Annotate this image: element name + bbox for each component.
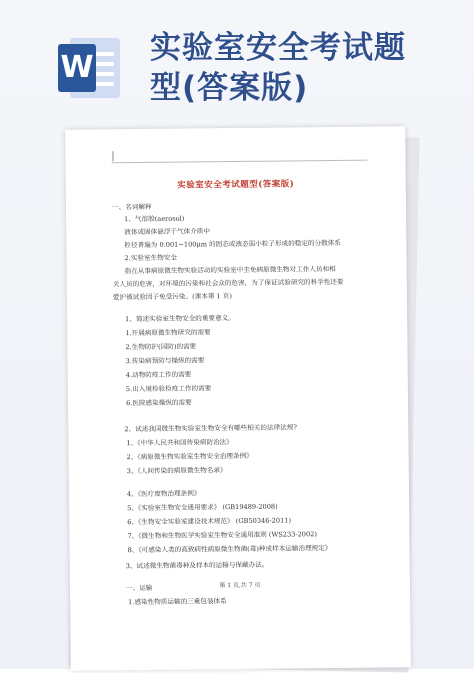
body-line: 5、《实验室生物安全通用要求》 (GB19489-2008) [127,502,278,513]
body-line: 3、《人间传染的病原微生物名录》 [126,466,227,476]
document-page [65,126,411,671]
body-line: 6、《生物安全实验室建设技术规范》 (GB50346-2011) [127,516,292,527]
body-line: 一、运输 [125,583,153,593]
body-line: 1、《中华人民共和国传染病防治法》 [126,438,233,448]
body-line: 2.生物防护(国防)的需要 [125,342,197,352]
body-line: 2、试述我国微生物实验室生物安全有哪些相关的法律法规? [124,423,297,434]
body-line: 5.出入境检验检疫工作的需要 [125,384,212,394]
word-icon [58,34,122,102]
body-line: 4.动物防疫工作的需要 [125,370,192,380]
body-line: 6.医院感染操纵的需要 [126,398,192,408]
body-line: 1、气溶胶(aerosol) [124,214,185,224]
body-line: 爱护被试验因子免受污染。(课本第 1 页) [112,292,233,302]
word-letter-tile: W [58,44,96,92]
cover-title-line2: 型(答案版) [150,70,309,106]
page-footer: 第 1 页,共 7 页 [219,581,261,590]
body-line: 2、《病原微生物实验室生物安全治理条例》 [126,451,253,462]
body-line: 2.实验室生物安全 [124,253,178,263]
body-line: 3.传染病预防与操纵的需要 [125,356,205,366]
cover-title [150,28,450,108]
body-line: 关人员的危害，对环境的污染和社会众的危害，为了保证试验研究的科学性还要 [112,277,344,289]
body-line: 4、《医疗废物治理条例》 [126,489,201,499]
body-line: 1、简述实验室生物安全的重要意义。 [125,314,235,324]
body-line: 指在从事病原微生物实验活动的实验室中圭免病原微生物对工作人员和相 [124,264,336,276]
body-line: 液体或固体悬浮于气体介质中 [124,227,211,237]
body-line: 粒径普遍为 0.001~100μm 的固态或液态弱小粒子形成的稳定的分散体系 [124,238,341,250]
body-line: 1.开展病原微生物研究的需要 [125,328,211,338]
cover-title-line1: 实验室安全考试题 [150,30,406,66]
margin-corner-mark [112,151,113,161]
body-line: 7、《微生物和生物医学实验室生物安全通用准则 (WS233-2002) [127,530,317,541]
body-line: 一、名词解释 [111,202,152,212]
body-line: 1.感染性物质运输的三重包装体系 [128,597,227,607]
body-line: 8、《可感染人类的高致病性病原微生物菌(毒)种或样本运输治理规定》 [127,544,332,555]
header-rule [112,160,368,164]
document-title: 实验室安全考试题型(答案版) [177,179,295,191]
body-line: 3、试述微生物菌毒种及样本的运输与保藏办法。 [125,560,269,571]
